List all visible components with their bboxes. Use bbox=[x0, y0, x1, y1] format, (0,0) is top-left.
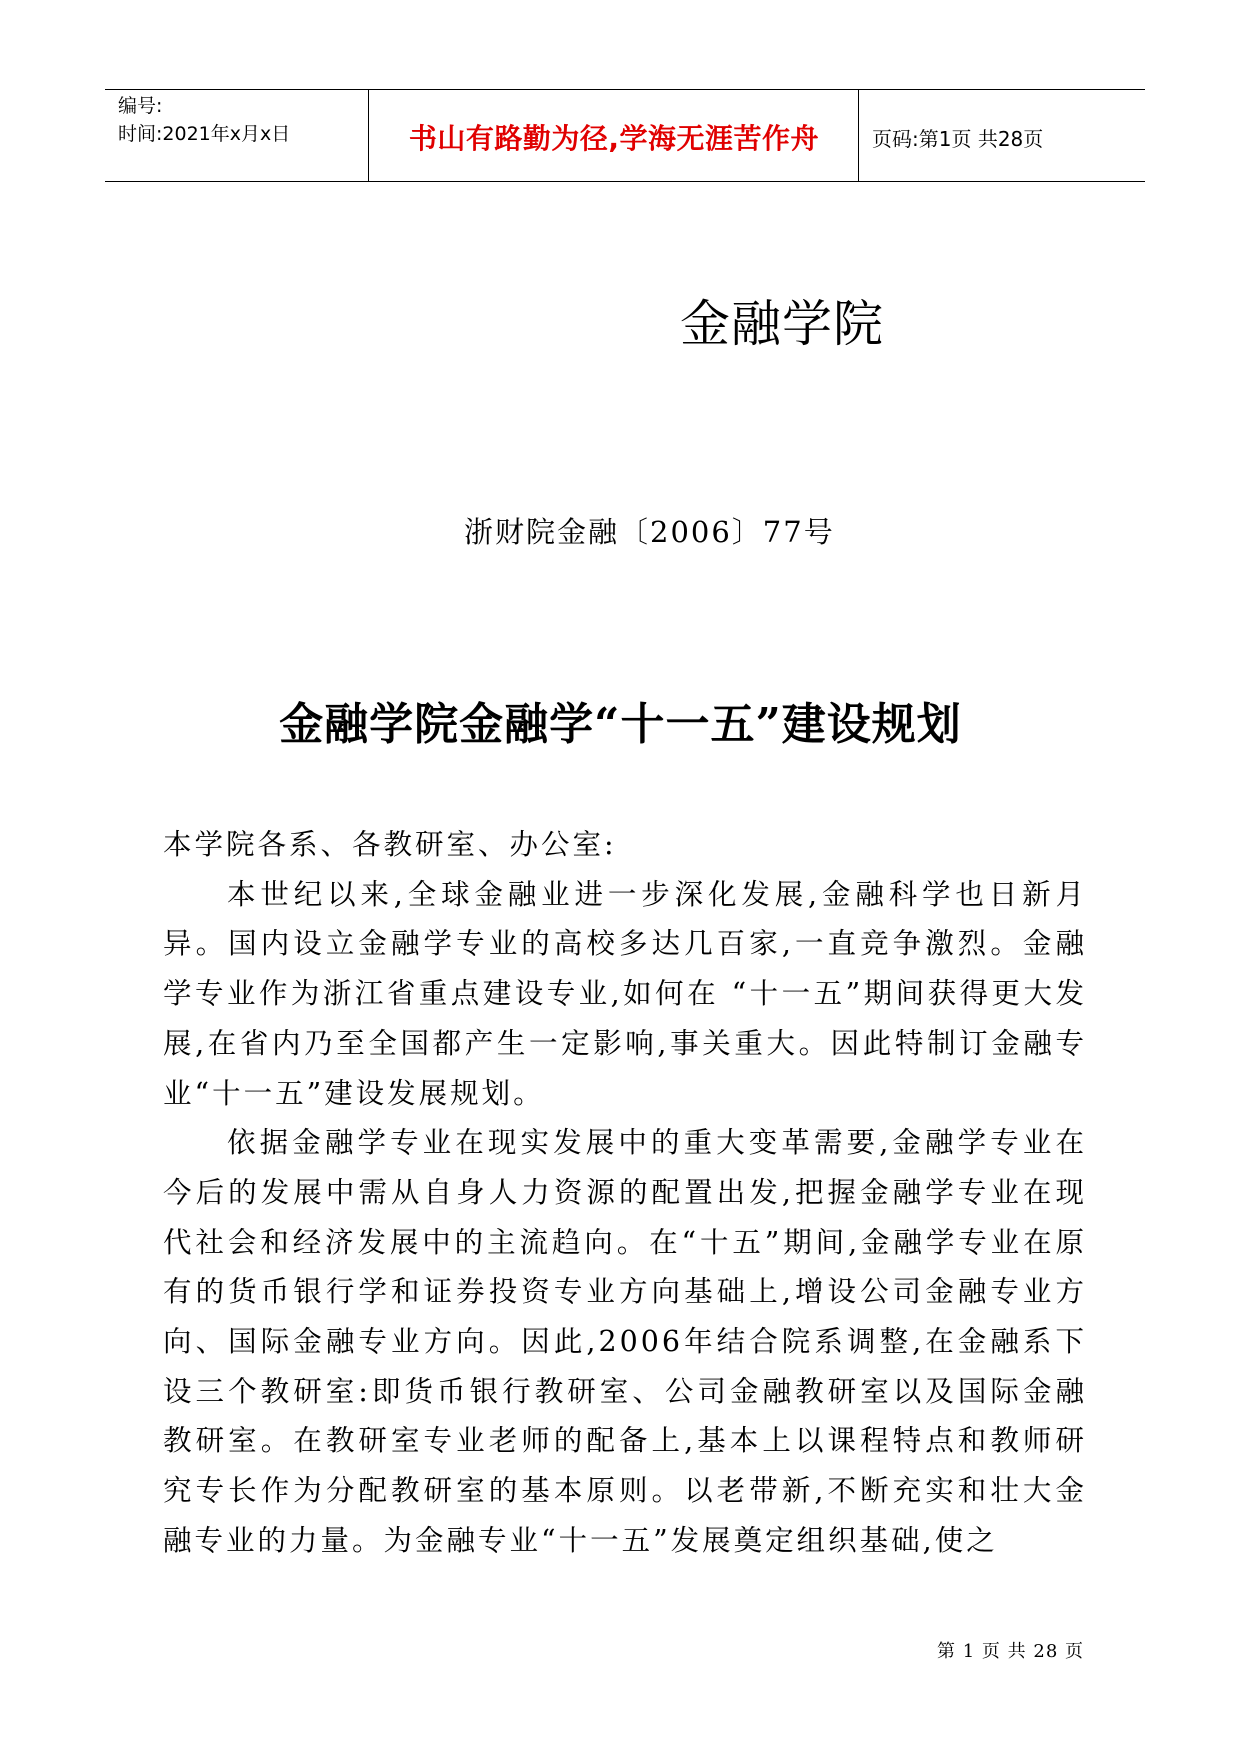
paragraph-2: 依据金融学专业在现实发展中的重大变革需要,金融学专业在今后的发展中需从自身人力资源的配置出发,把握金融学专业在现代社会和经济发展中的主流趋向。在“十五”期间,金融学专业在原有的货币银行学和证券投资专业方向基础上,增设公司金融专业方向、国际金融专业方向。因此,2006年结合院系调整,在金融系下设三个教研室:即货币银行教研室、公司金融教研室以及国际金融教研室。在教研室专业老师的配备上,基本上以课程特点和教师研究专长作为分配教研室的基本原则。以老带新,不断充实和壮大金融专业的力量。为金融专业“十一五”发展奠定组织基础,使之 bbox=[163, 1126, 1087, 1557]
institution-name: 金融学院 bbox=[680, 295, 884, 353]
header-meta bbox=[118, 92, 290, 148]
document-number: 浙财院金融〔2006〕77号 bbox=[464, 515, 835, 549]
header-top-rule bbox=[105, 89, 1145, 90]
header-time-label: 时间:2021年x月x日 bbox=[118, 123, 291, 145]
header-divider-right bbox=[858, 89, 859, 181]
paragraph-1: 本世纪以来,全球金融业进一步深化发展,金融科学也日新月异。国内设立金融学专业的高校多达几百家,一直竞争激烈。金融学专业作为浙江省重点建设专业,如何在 “十一五”期间获得更大发展,在省内乃至全国都产生一定影响,事关重大。因此特制订金融专业“十一五”建设发展规划。 bbox=[163, 877, 1087, 1110]
salutation: 本学院各系、各教研室、办公室: bbox=[163, 828, 617, 861]
header-divider-left bbox=[368, 89, 369, 181]
header-page-label: 页码:第1页 共28页 bbox=[872, 127, 1044, 151]
header-bottom-rule bbox=[105, 181, 1145, 182]
document-title: 金融学院金融学“十一五”建设规划 bbox=[279, 699, 962, 750]
footer-page-number: 第 1 页 共 28 页 bbox=[937, 1641, 1084, 1662]
header-number-label: 编号: bbox=[118, 95, 163, 117]
document-body bbox=[163, 820, 1087, 1566]
header-motto: 书山有路勤为径,学海无涯苦作舟 bbox=[408, 122, 820, 155]
